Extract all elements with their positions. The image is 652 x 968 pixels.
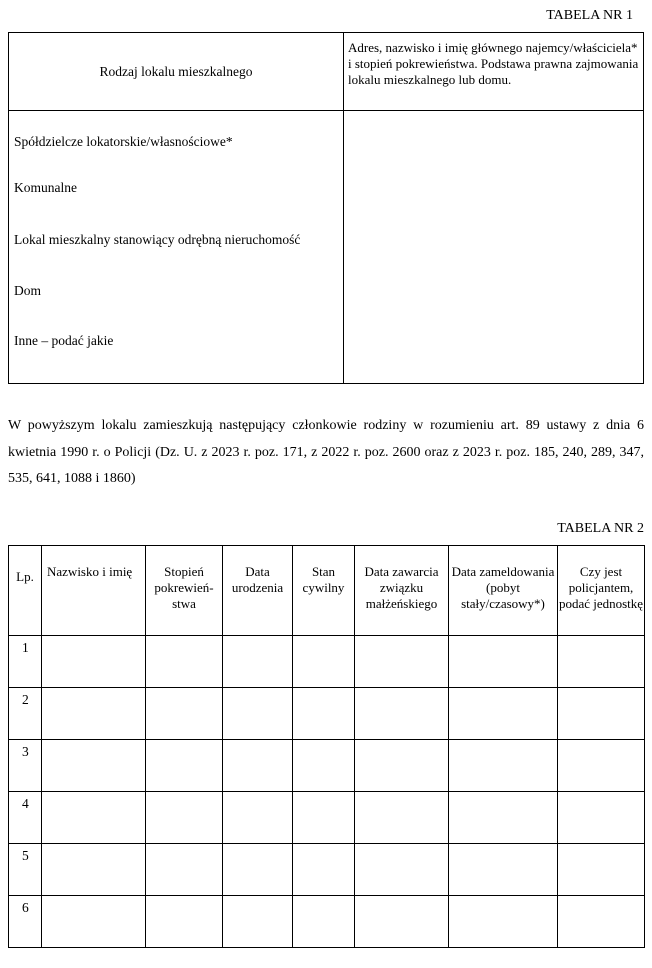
cell-marital-status[interactable] xyxy=(293,844,355,896)
column-header-name: Nazwisko i imię xyxy=(42,546,146,636)
cell-birth-date[interactable] xyxy=(223,688,293,740)
cell-birth-date[interactable] xyxy=(223,792,293,844)
cell-marriage-date[interactable] xyxy=(355,636,449,688)
cell-police-unit[interactable] xyxy=(558,896,645,948)
table2 xyxy=(8,545,645,948)
row-number: 1 xyxy=(9,636,42,688)
cell-police-unit[interactable] xyxy=(558,688,645,740)
table-row xyxy=(9,896,645,948)
cell-relationship[interactable] xyxy=(146,740,223,792)
column-header-marital-status: Stan cywilny xyxy=(293,546,355,636)
cell-registration-date[interactable] xyxy=(449,896,558,948)
table-row xyxy=(9,740,645,792)
cell-birth-date[interactable] xyxy=(223,896,293,948)
cell-marriage-date[interactable] xyxy=(355,688,449,740)
table-row xyxy=(9,792,645,844)
row-number: 5 xyxy=(9,844,42,896)
cell-relationship[interactable] xyxy=(146,896,223,948)
column-header-marriage-date: Data zawarcia związku małżeńskiego xyxy=(355,546,449,636)
cell-name[interactable] xyxy=(42,688,146,740)
cell-relationship[interactable] xyxy=(146,636,223,688)
row-number: 2 xyxy=(9,688,42,740)
cell-marriage-date[interactable] xyxy=(355,740,449,792)
family-members-statement: W powyższym lokalu zamieszkują następujący członkowie rodziny w rozumieniu art. 89 ustawy z dnia 6 kwietnia 1990 r. o Policji (Dz. U. z 2023 r. poz. 171, z 2022 r. poz. 2600 oraz z 2023 r. poz. 185, 240, 289, 347, 535, 641, 1088 i 1860) xyxy=(8,418,644,486)
column-header-registration-date: Data zameldowania (pobyt stały/czasowy*) xyxy=(449,546,558,636)
table2-header-row xyxy=(9,546,645,636)
row-number: 4 xyxy=(9,792,42,844)
cell-registration-date[interactable] xyxy=(449,688,558,740)
housing-type-communal: Komunalne xyxy=(14,180,77,195)
cell-registration-date[interactable] xyxy=(449,636,558,688)
cell-registration-date[interactable] xyxy=(449,792,558,844)
housing-type-house: Dom xyxy=(14,283,41,298)
cell-registration-date[interactable] xyxy=(449,740,558,792)
cell-name[interactable] xyxy=(42,896,146,948)
table1-col2-header: Adres, nazwisko i imię głównego najemcy/właściciela* i stopień pokrewieństwa. Podstawa prawna zajmowania lokalu mieszkalnego lub domu. xyxy=(348,40,639,87)
housing-type-cooperative: Spółdzielcze lokatorskie/własnościowe* xyxy=(14,134,233,149)
table-row xyxy=(9,688,645,740)
cell-relationship[interactable] xyxy=(146,688,223,740)
housing-type-other: Inne – podać jakie xyxy=(14,333,114,348)
table1 xyxy=(8,32,644,384)
row-number: 6 xyxy=(9,896,42,948)
housing-type-separate-property: Lokal mieszkalny stanowiący odrębną nieruchomość xyxy=(14,232,301,247)
cell-marital-status[interactable] xyxy=(293,792,355,844)
cell-marital-status[interactable] xyxy=(293,896,355,948)
cell-relationship[interactable] xyxy=(146,844,223,896)
table-row xyxy=(9,844,645,896)
cell-marriage-date[interactable] xyxy=(355,896,449,948)
table-row xyxy=(9,636,645,688)
cell-registration-date[interactable] xyxy=(449,844,558,896)
table1-header-divider xyxy=(9,110,643,111)
cell-name[interactable] xyxy=(42,740,146,792)
cell-name[interactable] xyxy=(42,844,146,896)
cell-marital-status[interactable] xyxy=(293,636,355,688)
cell-marriage-date[interactable] xyxy=(355,844,449,896)
table1-col1-header: Rodzaj lokalu mieszkalnego xyxy=(99,64,253,79)
column-header-police-unit: Czy jest policjantem, podać jednostkę xyxy=(558,546,645,636)
cell-marital-status[interactable] xyxy=(293,740,355,792)
cell-marital-status[interactable] xyxy=(293,688,355,740)
row-number: 3 xyxy=(9,740,42,792)
column-header-lp: Lp. xyxy=(9,546,42,636)
cell-relationship[interactable] xyxy=(146,792,223,844)
cell-birth-date[interactable] xyxy=(223,636,293,688)
table1-column-divider xyxy=(343,33,344,383)
cell-police-unit[interactable] xyxy=(558,792,645,844)
cell-birth-date[interactable] xyxy=(223,740,293,792)
cell-name[interactable] xyxy=(42,792,146,844)
cell-name[interactable] xyxy=(42,636,146,688)
column-header-birth-date: Data urodzenia xyxy=(223,546,293,636)
table2-label: TABELA NR 2 xyxy=(557,521,644,536)
cell-police-unit[interactable] xyxy=(558,844,645,896)
cell-police-unit[interactable] xyxy=(558,740,645,792)
table1-label: TABELA NR 1 xyxy=(546,8,633,23)
cell-police-unit[interactable] xyxy=(558,636,645,688)
column-header-relationship: Stopień pokrewień-stwa xyxy=(146,546,223,636)
cell-marriage-date[interactable] xyxy=(355,792,449,844)
cell-birth-date[interactable] xyxy=(223,844,293,896)
